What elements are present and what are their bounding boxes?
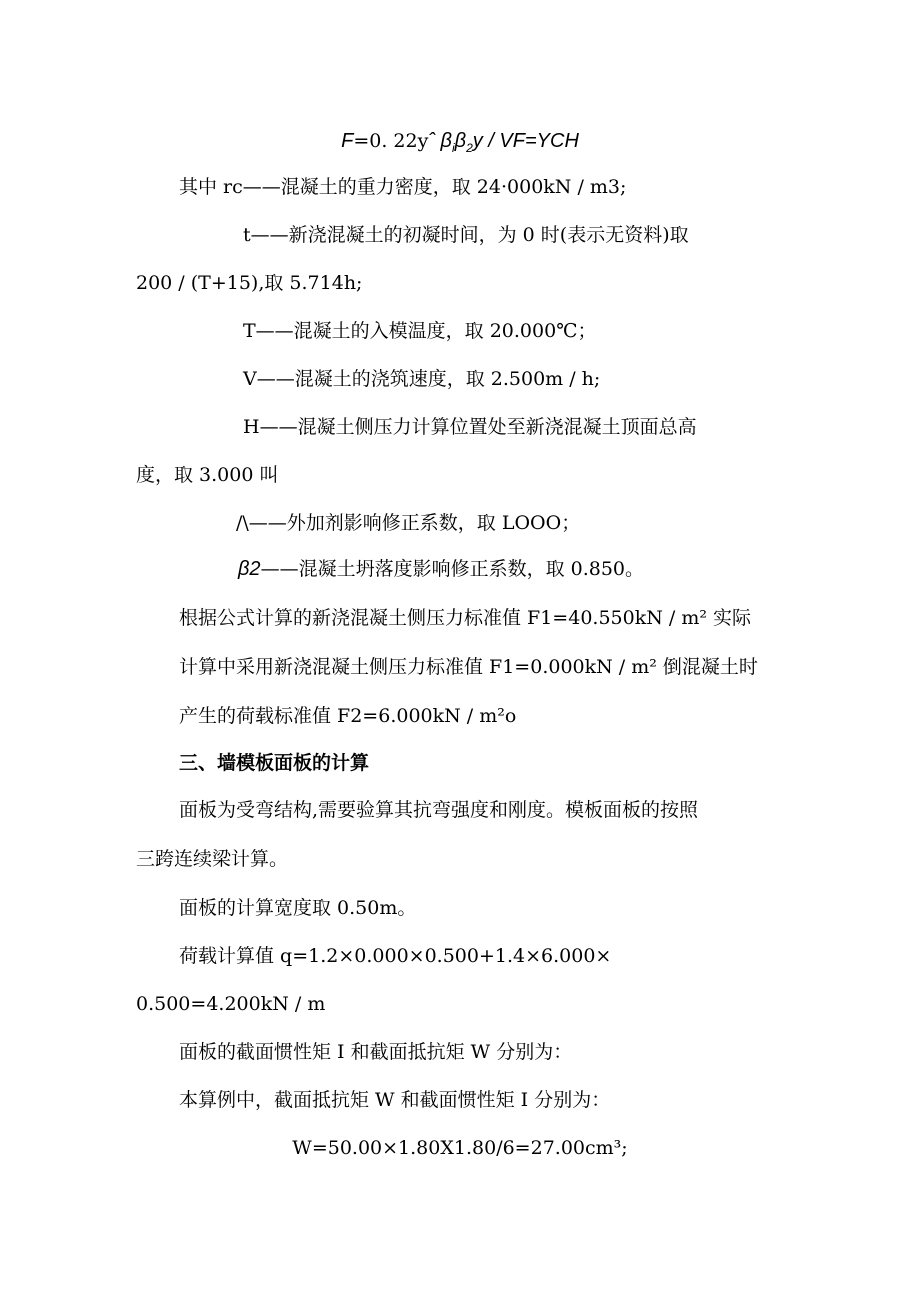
section-heading: 三、墙模板面板的计算 [179,752,370,774]
paragraph-line: 本算例中，截面抵抗矩 W 和截面惯性矩 I 分别为： [179,1089,611,1111]
formula-subscript: 2 [466,140,473,155]
paragraph-line: 三跨连续梁计算。 [136,848,289,870]
paragraph-line: t——新浇混凝土的初凝时间，为 0 时(表示无资料)取 [243,224,689,246]
formula-part: y / VF=YCH [472,130,579,152]
paragraph-line: 根据公式计算的新浇混凝土侧压力标准值 F1=40.550kN / m² 实际 [179,607,752,629]
beta2-symbol: β2 [238,558,261,580]
paragraph-line: 0.500=4.200kN / m [136,993,326,1015]
formula-part: =0. 22y [353,130,429,152]
paragraph-line: 荷载计算值 q=1.2×0.000×0.500+1.4×6.000× [179,945,612,967]
formula-subscript: i [451,140,455,155]
formula-lateral-pressure [0,128,920,161]
paragraph-line: 度，取 3.000 叫 [136,464,279,486]
formula-part: β [454,130,467,152]
paragraph-line: 面板的计算宽度取 0.50m。 [179,897,417,919]
paragraph-line: 200 / (T+15),取 5.714h; [136,272,363,294]
paragraph-line: /\——外加剂影响修正系数，取 LOOO； [236,512,581,534]
paragraph-line: H——混凝土侧压力计算位置处至新浇混凝土顶面总高 [243,416,697,438]
formula-part: F [341,130,354,152]
paragraph-line: T——混凝土的入模温度，取 20.000℃； [243,320,597,342]
formula-part: ˆ β [428,130,452,152]
paragraph-line: 面板的截面惯性矩 I 和截面抵抗矩 W 分别为： [179,1041,573,1063]
paragraph-line: 其中 rc——混凝土的重力密度，取 24·000kN / m3; [179,176,627,198]
formula-section-modulus: W=50.00×1.80X1.80/6=27.00cm³; [292,1137,628,1159]
paragraph-line: V——混凝土的浇筑速度，取 2.500m / h; [243,368,601,390]
paragraph-text: ——混凝土坍落度影响修正系数，取 0.850。 [260,558,644,580]
paragraph-line [238,556,644,582]
paragraph-line: 产生的荷载标准值 F2=6.000kN / m²o [179,705,517,727]
paragraph-line: 面板为受弯结构,需要验算其抗弯强度和刚度。模板面板的按照 [179,799,699,821]
paragraph-line: 计算中采用新浇混凝土侧压力标准值 F1=0.000kN / m² 倒混凝土时 [179,656,758,678]
